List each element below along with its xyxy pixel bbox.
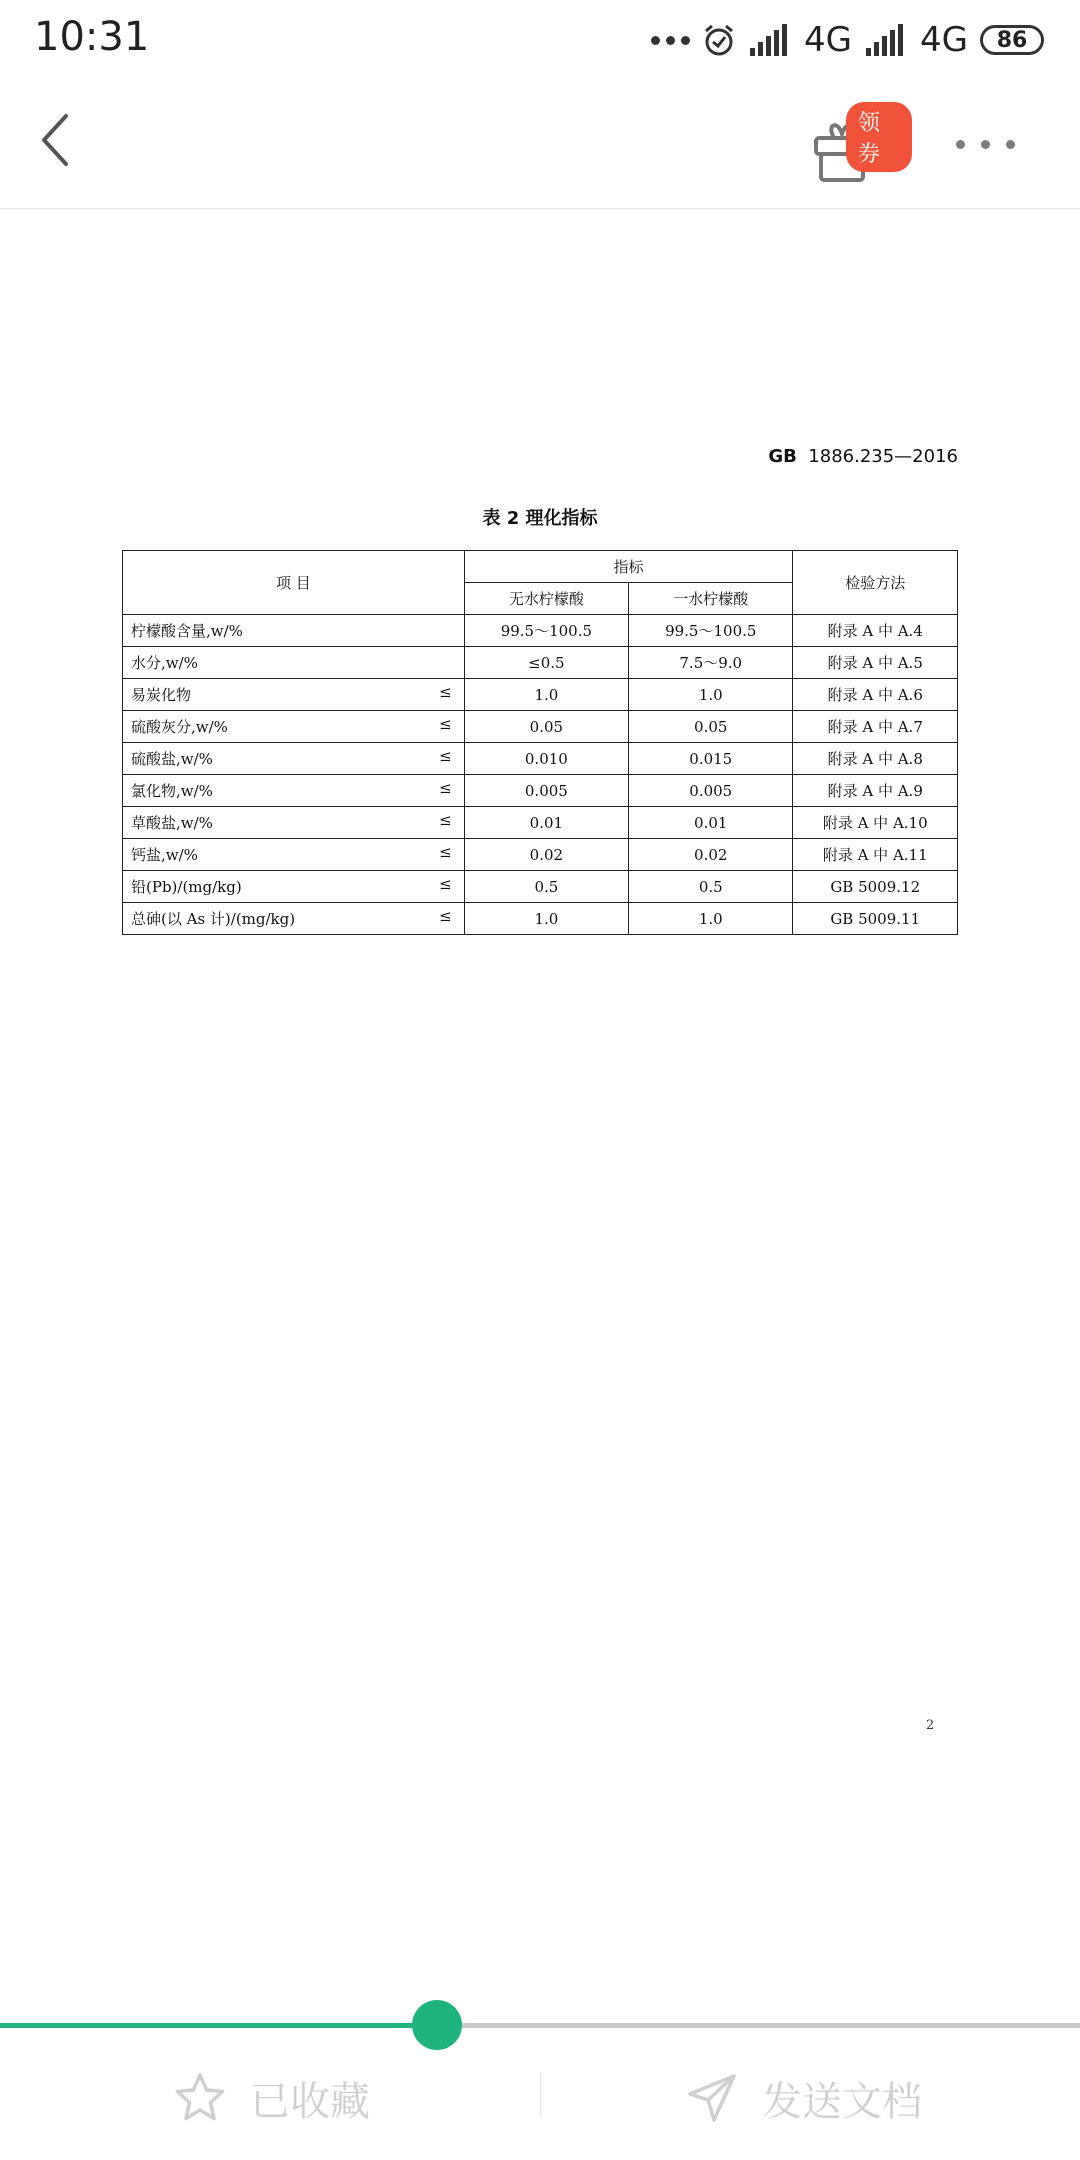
- header-method: 检验方法: [793, 551, 958, 615]
- header-index: 指标: [464, 551, 793, 583]
- row-item-label: 氯化物,w/%: [131, 782, 213, 800]
- row-leq: ≤: [439, 715, 452, 733]
- send-label: 发送文档: [762, 2078, 922, 2125]
- row-item: [123, 871, 465, 903]
- table-row: [123, 679, 958, 711]
- table-row: [123, 839, 958, 871]
- status-icons: [651, 18, 1044, 62]
- row-anhydrous: 1.0: [464, 679, 628, 711]
- row-item-label: 易炭化物: [131, 686, 192, 704]
- coupon-badge: 领券: [846, 102, 912, 172]
- row-anhydrous: 0.01: [464, 807, 628, 839]
- row-leq: ≤: [439, 683, 452, 701]
- row-leq: ≤: [439, 843, 452, 861]
- status-bar: [0, 0, 1080, 80]
- row-method: 附录 A 中 A.7: [793, 711, 958, 743]
- slider-fill: [0, 2023, 437, 2028]
- favorite-label: 已收藏: [250, 2078, 370, 2125]
- row-method: 附录 A 中 A.8: [793, 743, 958, 775]
- page-number: 2: [926, 1718, 935, 1733]
- row-item: [123, 679, 465, 711]
- favorite-button[interactable]: [172, 2068, 370, 2128]
- bottom-bar: [0, 2050, 1080, 2160]
- header-item: 项 目: [123, 551, 465, 615]
- row-monohydrate: 0.5: [629, 871, 793, 903]
- signal-icon-2: [864, 24, 908, 56]
- row-item: [123, 743, 465, 775]
- row-method: 附录 A 中 A.10: [793, 807, 958, 839]
- table-row: [123, 647, 958, 679]
- row-monohydrate: 0.01: [629, 807, 793, 839]
- row-item: [123, 839, 465, 871]
- slider-handle[interactable]: [412, 2000, 462, 2050]
- standard-code-number: 1886.235—2016: [808, 446, 958, 467]
- row-method: 附录 A 中 A.5: [793, 647, 958, 679]
- back-arrow-icon[interactable]: [36, 110, 76, 170]
- row-anhydrous: ≤0.5: [464, 647, 628, 679]
- row-method: 附录 A 中 A.11: [793, 839, 958, 871]
- row-monohydrate: 7.5～9.0: [629, 647, 793, 679]
- page-progress-slider[interactable]: [0, 2010, 1080, 2040]
- send-document-button[interactable]: [684, 2068, 922, 2128]
- table-row: [123, 743, 958, 775]
- row-anhydrous: 0.05: [464, 711, 628, 743]
- network-type-1: 4G: [804, 20, 853, 60]
- table-row: [123, 711, 958, 743]
- row-item-label: 铅(Pb)/(mg/kg): [131, 878, 242, 896]
- row-anhydrous: 0.5: [464, 871, 628, 903]
- row-method: 附录 A 中 A.9: [793, 775, 958, 807]
- row-item: [123, 647, 465, 679]
- document-page: [0, 208, 1080, 1988]
- row-monohydrate: 99.5～100.5: [629, 615, 793, 647]
- row-leq: ≤: [439, 811, 452, 829]
- network-type-2: 4G: [920, 20, 968, 60]
- table-title: 表 2 理化指标: [482, 508, 598, 529]
- row-method: 附录 A 中 A.4: [793, 615, 958, 647]
- row-item-label: 总砷(以 As 计)/(mg/kg): [131, 910, 296, 928]
- battery-indicator: 86: [980, 25, 1044, 55]
- more-notifications-icon: [651, 36, 690, 45]
- row-monohydrate: 0.005: [629, 775, 793, 807]
- row-leq: ≤: [439, 779, 452, 797]
- row-item: [123, 775, 465, 807]
- send-icon: [684, 2070, 740, 2126]
- row-item: [123, 615, 465, 647]
- row-anhydrous: 0.02: [464, 839, 628, 871]
- coupon-button[interactable]: [812, 100, 912, 196]
- row-anhydrous: 0.005: [464, 775, 628, 807]
- row-leq: ≤: [439, 747, 452, 765]
- row-monohydrate: 0.05: [629, 711, 793, 743]
- row-monohydrate: 1.0: [629, 903, 793, 935]
- row-item-label: 水分,w/%: [131, 654, 198, 672]
- row-item: [123, 903, 465, 935]
- row-method: 附录 A 中 A.6: [793, 679, 958, 711]
- alarm-icon: [702, 23, 736, 57]
- table-row: [123, 871, 958, 903]
- row-leq: ≤: [439, 907, 452, 925]
- row-method: GB 5009.12: [793, 871, 958, 903]
- header-monohydrate: 一水柠檬酸: [629, 583, 793, 615]
- header-anhydrous: 无水柠檬酸: [464, 583, 628, 615]
- row-item-label: 柠檬酸含量,w/%: [131, 622, 243, 640]
- top-nav: [0, 80, 1080, 209]
- table-row: [123, 807, 958, 839]
- row-monohydrate: 0.015: [629, 743, 793, 775]
- signal-icon-1: [748, 24, 792, 56]
- more-options-icon[interactable]: [956, 140, 1015, 149]
- row-monohydrate: 1.0: [629, 679, 793, 711]
- standard-code-prefix: GB: [768, 446, 797, 467]
- status-time: 10:31: [34, 14, 150, 60]
- row-monohydrate: 0.02: [629, 839, 793, 871]
- table-row: [123, 903, 958, 935]
- table-row: [123, 775, 958, 807]
- row-item: [123, 711, 465, 743]
- standard-code: [768, 446, 958, 467]
- bottom-divider: [540, 2072, 541, 2118]
- table-row: [123, 615, 958, 647]
- row-anhydrous: 0.010: [464, 743, 628, 775]
- star-icon: [172, 2070, 228, 2126]
- row-item-label: 草酸盐,w/%: [131, 814, 213, 832]
- row-item-label: 硫酸灰分,w/%: [131, 718, 228, 736]
- row-item-label: 钙盐,w/%: [131, 846, 198, 864]
- physicochemical-table: [122, 550, 958, 935]
- row-item: [123, 807, 465, 839]
- row-item-label: 硫酸盐,w/%: [131, 750, 213, 768]
- row-anhydrous: 99.5～100.5: [464, 615, 628, 647]
- row-leq: ≤: [439, 875, 452, 893]
- row-method: GB 5009.11: [793, 903, 958, 935]
- row-anhydrous: 1.0: [464, 903, 628, 935]
